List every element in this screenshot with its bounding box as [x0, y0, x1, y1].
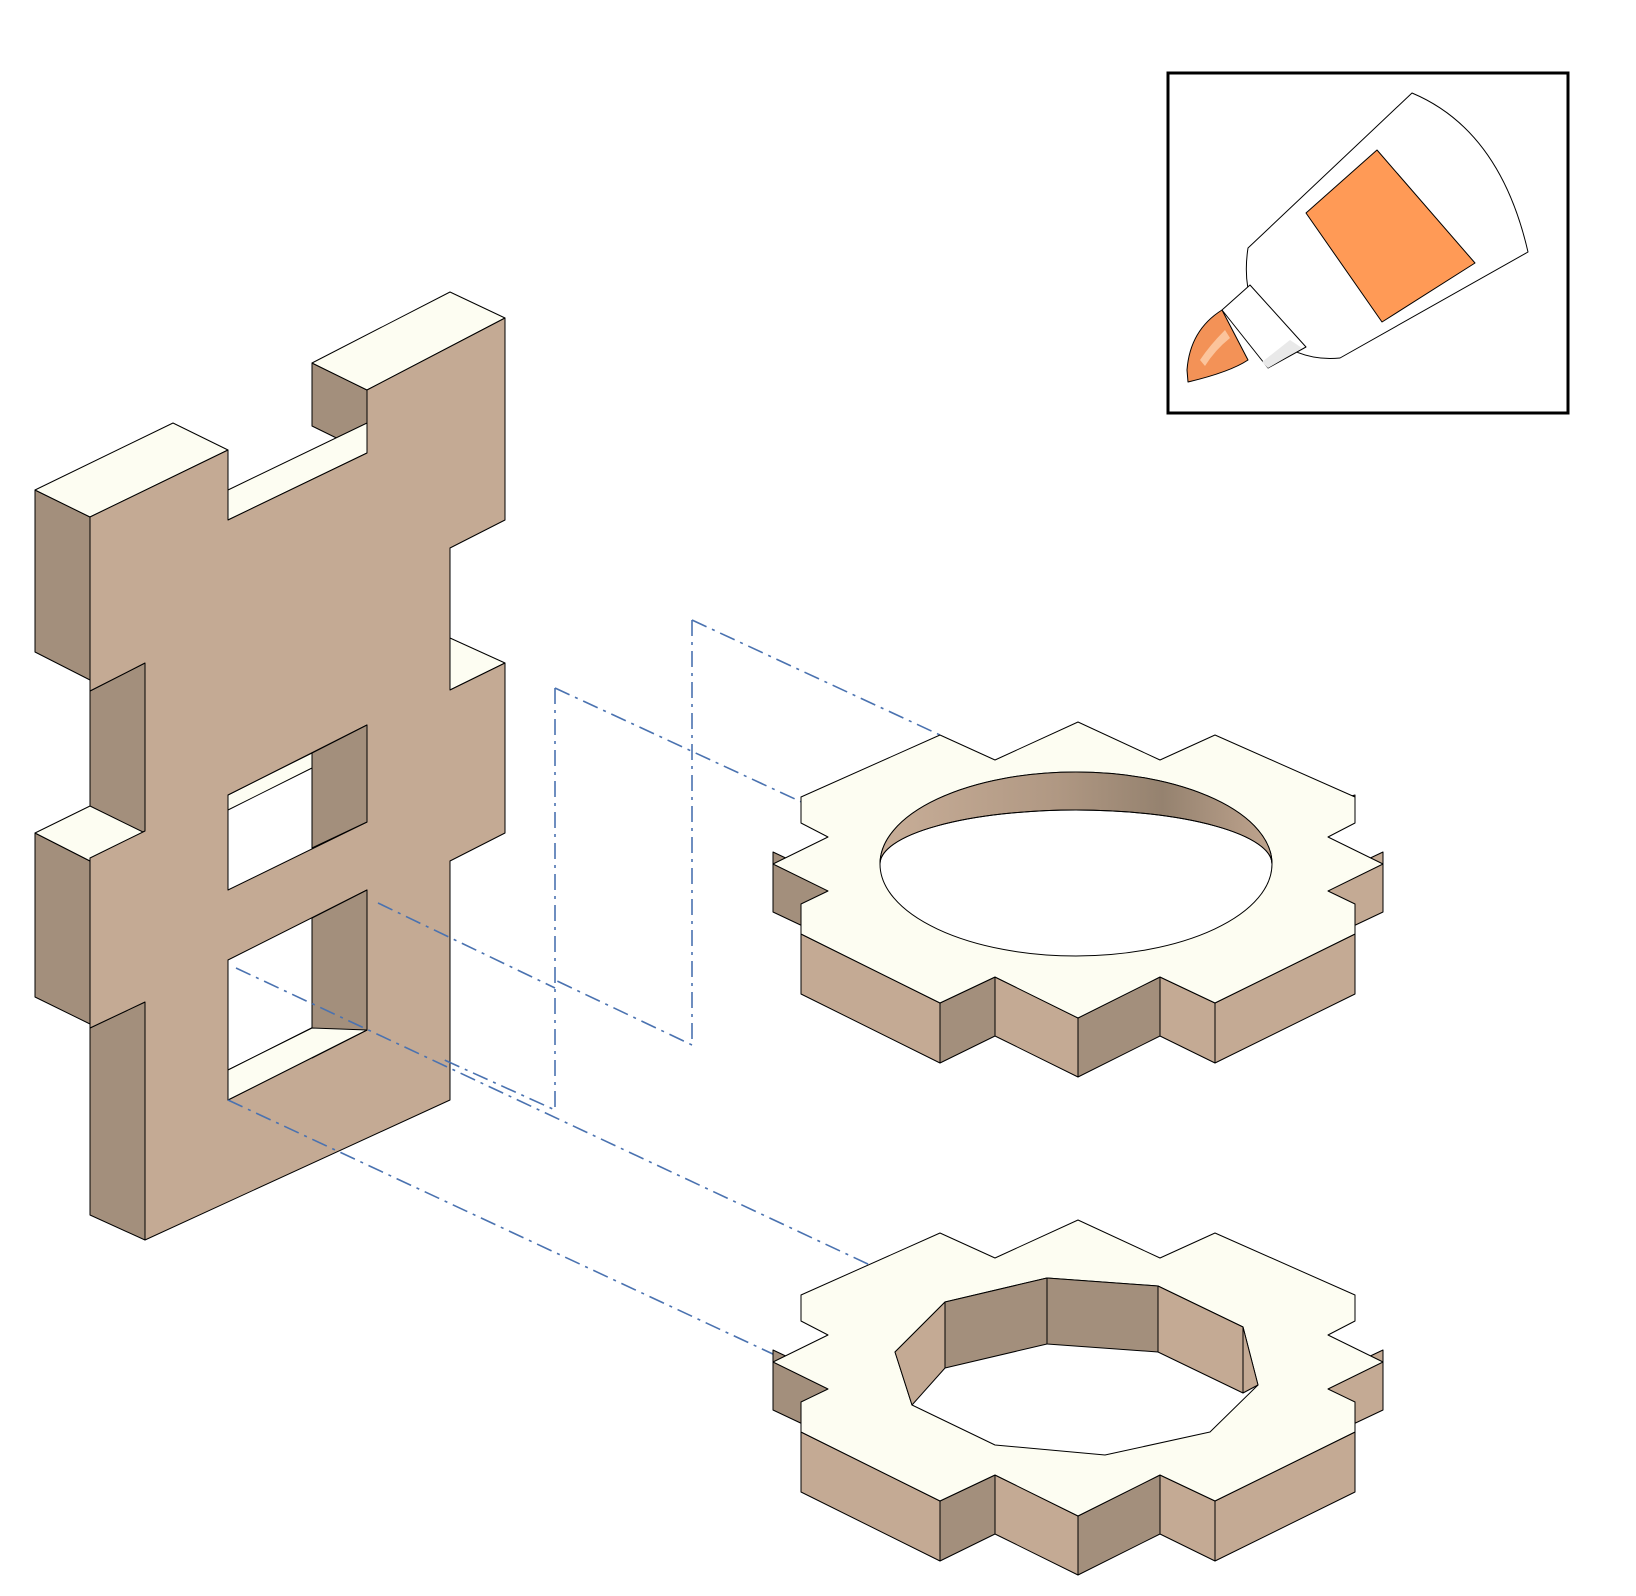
frame-part: [35, 292, 505, 1240]
glue-inset: [1168, 73, 1568, 413]
gear-plate-octagon-hole: [773, 1220, 1383, 1575]
gear-plate-round-hole: [773, 722, 1383, 1077]
